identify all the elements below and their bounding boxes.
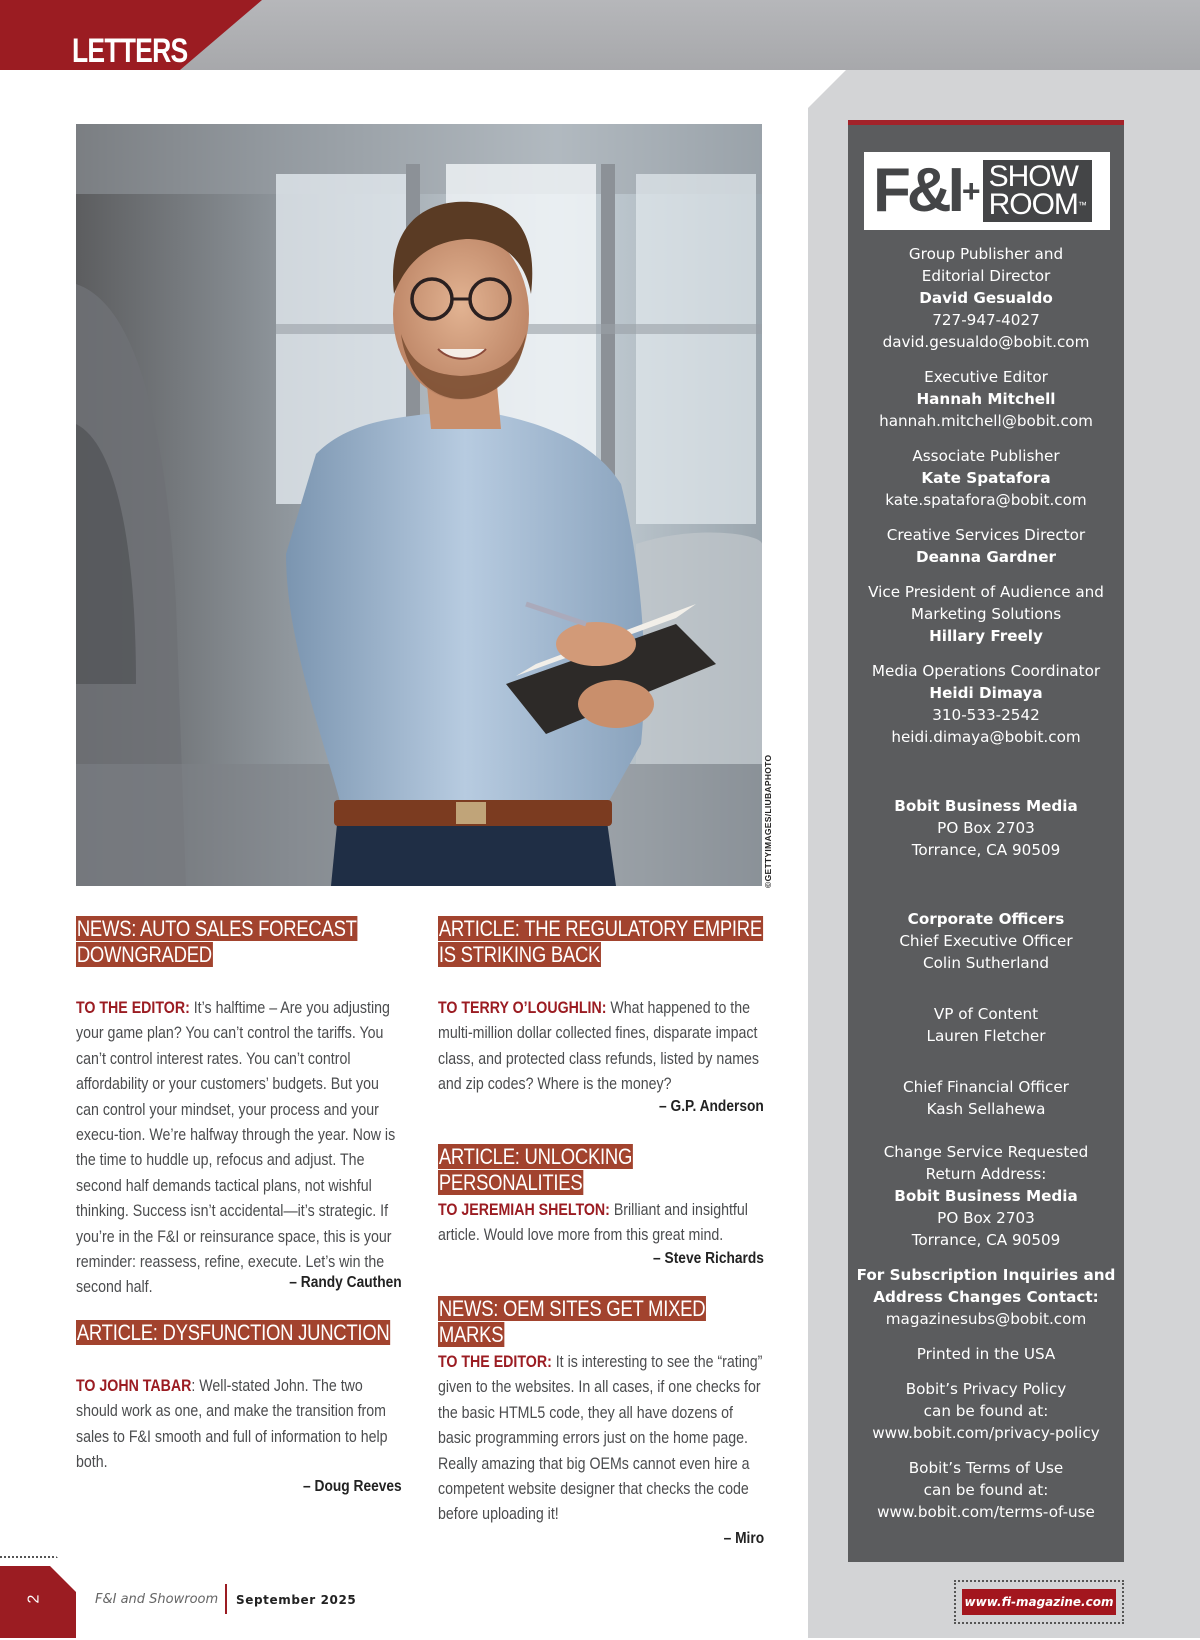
corporate-officers: Corporate Officers Chief Executive Officer Colin Sutherland bbox=[899, 910, 1073, 972]
page-number: 2 bbox=[25, 1594, 43, 1604]
letter-recipient: TO THE EDITOR: bbox=[438, 1353, 552, 1371]
fi-showroom-logo: F&I + SHOW ROOM™ bbox=[864, 152, 1110, 230]
letter-headline[interactable]: NEWS: AUTO SALES FORECAST bbox=[76, 916, 357, 941]
company-address: Bobit Business Media PO Box 2703 Torrance, CA 90509 bbox=[894, 797, 1078, 859]
letter-1-body bbox=[76, 996, 402, 1296]
letter-text: What happened to the multi-million dollar collected fines, disparate impact class, and protected class refunds, listed by names and zip codes? Where is the money? bbox=[438, 999, 760, 1094]
vp-content: VP of Content Lauren Fletcher bbox=[926, 1005, 1046, 1045]
letter-2-body bbox=[76, 1374, 402, 1514]
photo-credit: ©GETTYIMAGES/LIUBAPHOTO bbox=[763, 754, 773, 888]
printed-note: Printed in the USA bbox=[916, 1345, 1056, 1363]
website-link[interactable]: www.fi-magazine.com bbox=[962, 1589, 1116, 1615]
hero-photo bbox=[76, 124, 762, 886]
email-link[interactable]: david.gesualdo@bobit.com bbox=[882, 333, 1090, 351]
return-address: Change Service Requested Return Address: Bobit Business Media PO Box 2703 Torrance, CA 90509 bbox=[883, 1143, 1089, 1249]
letter-text: : Well-stated John. The two should work as one, and make the transition from sales to F&I smooth and full of information to help both. bbox=[76, 1377, 388, 1472]
letter-5 bbox=[438, 1296, 764, 1348]
letter-signature: – Miro bbox=[723, 1530, 764, 1547]
letter-headline[interactable]: ARTICLE: DYSFUNCTION JUNCTION bbox=[76, 1320, 390, 1345]
letter-signature: – Randy Cauthen bbox=[289, 1274, 402, 1291]
letter-recipient: TO JOHN TABAR bbox=[76, 1377, 192, 1395]
letter-2 bbox=[76, 1320, 402, 1346]
subscription-contact: For Subscription Inquiries and Address Changes Contact: magazinesubs@bobit.com bbox=[848, 1264, 1124, 1330]
email-link[interactable]: kate.spatafora@bobit.com bbox=[885, 491, 1087, 509]
footer-divider bbox=[225, 1584, 227, 1614]
letter-3-body bbox=[438, 996, 764, 1116]
letter-headline[interactable]: DOWNGRADED bbox=[76, 942, 212, 967]
letter-4 bbox=[438, 1144, 764, 1196]
letter-signature: – G.P. Anderson bbox=[659, 1098, 764, 1115]
letter-text: It is interesting to see the “rating” given to the websites. In all cases, if one checks for the basic HTML5 code, they all have dozens of basic programming errors just on the home page. Really amazing that big OEMs cannot even hire a competent website designer that checks the code before uploading it! bbox=[438, 1353, 763, 1524]
staff-entry: Executive Editor Hannah Mitchell hannah.mitchell@bobit.com bbox=[848, 366, 1124, 432]
section-title: LETTERS bbox=[72, 32, 188, 70]
staff-entry: Media Operations Coordinator Heidi Dimaya 310-533-2542 heidi.dimaya@bobit.com bbox=[848, 660, 1124, 748]
cfo: Chief Financial Officer Kash Sellahewa bbox=[903, 1078, 1069, 1118]
letter-recipient: TO TERRY O’LOUGHLIN: bbox=[438, 999, 607, 1017]
letter-headline[interactable]: NEWS: OEM SITES GET MIXED MARKS bbox=[438, 1296, 706, 1347]
email-link[interactable]: magazinesubs@bobit.com bbox=[885, 1310, 1087, 1328]
issue-date: September 2025 bbox=[236, 1593, 357, 1607]
terms-of-use: Bobit’s Terms of Use can be found at: www.bobit.com/terms-of-use bbox=[848, 1457, 1124, 1523]
letter-headline[interactable]: IS STRIKING BACK bbox=[438, 942, 601, 967]
letter-headline[interactable]: ARTICLE: UNLOCKING PERSONALITIES bbox=[438, 1144, 633, 1195]
privacy-policy: Bobit’s Privacy Policy can be found at: www.bobit.com/privacy-policy bbox=[848, 1378, 1124, 1444]
letter-5-body bbox=[438, 1350, 764, 1550]
staff-entry: Group Publisher and Editorial Director David Gesualdo 727-947-4027 david.gesualdo@bobit.com bbox=[848, 243, 1124, 353]
letter-4-body bbox=[438, 1198, 764, 1278]
website-badge bbox=[954, 1580, 1124, 1624]
letter-signature: – Steve Richards bbox=[653, 1250, 764, 1267]
letter-headline[interactable]: ARTICLE: THE REGULATORY EMPIRE bbox=[438, 916, 762, 941]
email-link[interactable]: heidi.dimaya@bobit.com bbox=[891, 728, 1081, 746]
letter-3 bbox=[438, 916, 764, 968]
letter-signature: – Doug Reeves bbox=[303, 1478, 402, 1495]
letter-text: It’s halftime – Are you adjusting your game plan? You can’t control the tariffs. You can’t control interest rates. You can’t control affordability or your customers’ budgets. But you can control your mindset, your process and your execu-tion. We’re halfway through the year. Now is the time to huddle up, refocus and adjust. The second half demands tactical plans, not wishful thinking. Success isn’t accidental—it’s strategic. If you’re in the F&I or reinsurance space, this is your reminder: reassess, refine, execute. Let’s win the second half. bbox=[76, 999, 396, 1297]
privacy-link[interactable]: www.bobit.com/privacy-policy bbox=[872, 1424, 1100, 1442]
staff-entry: Associate Publisher Kate Spatafora kate.spatafora@bobit.com bbox=[848, 445, 1124, 511]
letter-1 bbox=[76, 916, 402, 968]
email-link[interactable]: hannah.mitchell@bobit.com bbox=[879, 412, 1093, 430]
masthead bbox=[848, 120, 1124, 1562]
letter-text: Brilliant and insightful article. Would love more from this great mind. bbox=[438, 1201, 748, 1245]
masthead-staff bbox=[848, 243, 1124, 1536]
letter-recipient: TO JEREMIAH SHELTON: bbox=[438, 1201, 610, 1219]
staff-entry: Creative Services Director Deanna Gardner bbox=[886, 526, 1086, 566]
staff-entry: Vice President of Audience and Marketing Solutions Hillary Freely bbox=[868, 583, 1104, 645]
letter-recipient: TO THE EDITOR: bbox=[76, 999, 190, 1017]
terms-link[interactable]: www.bobit.com/terms-of-use bbox=[877, 1503, 1095, 1521]
publication-name: F&I and Showroom bbox=[95, 1592, 219, 1607]
